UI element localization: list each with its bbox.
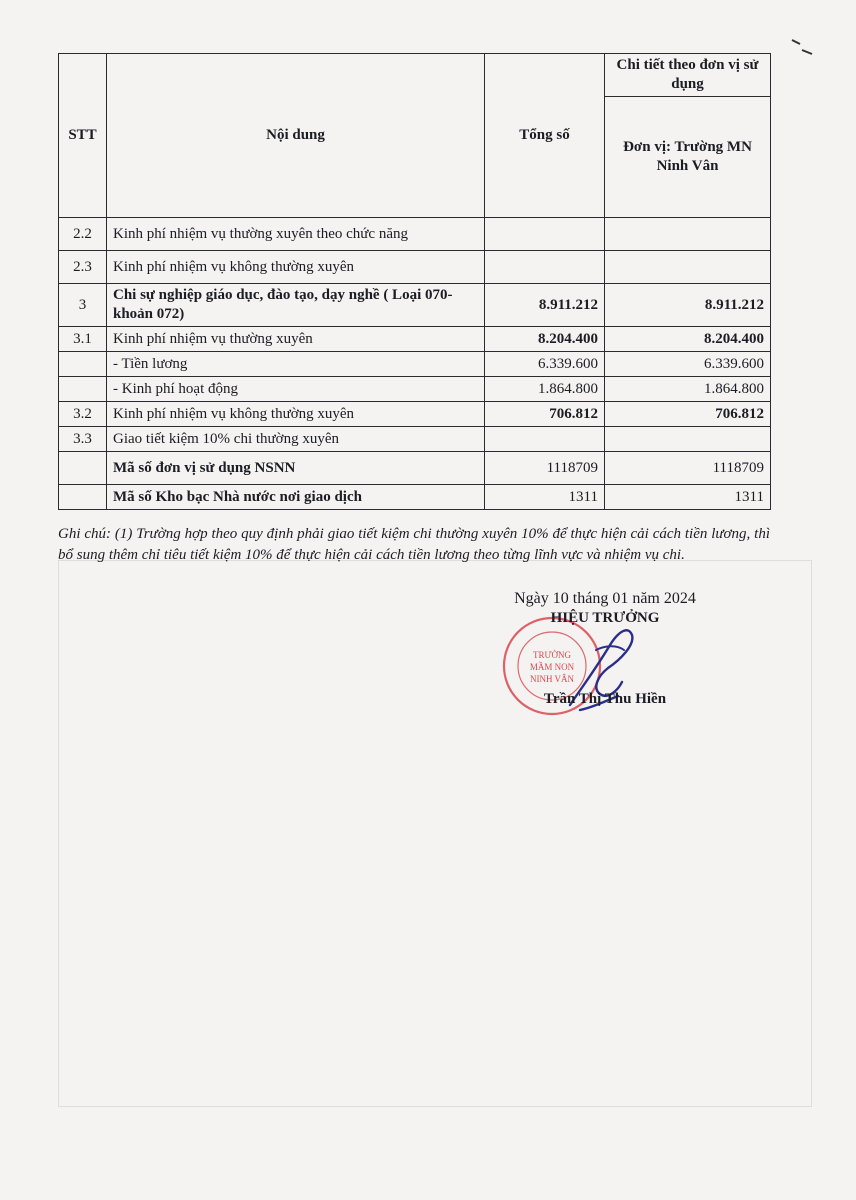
sign-date: Ngày 10 tháng 01 năm 2024	[514, 590, 696, 607]
signature-block	[470, 590, 740, 708]
row-total	[485, 427, 605, 452]
row-unit	[605, 251, 771, 284]
row-stt: 3.3	[59, 427, 107, 452]
table-row	[59, 402, 771, 427]
header-detail-group: Chi tiết theo đơn vị sử dụng	[605, 54, 771, 97]
sign-name: Trần Thị Thu Hiền	[543, 691, 667, 707]
row-content: Mã số Kho bạc Nhà nước nơi giao dịch	[107, 485, 485, 510]
table-row	[59, 251, 771, 284]
row-content: Kinh phí nhiệm vụ thường xuyên	[107, 327, 485, 352]
row-content: Giao tiết kiệm 10% chi thường xuyên	[107, 427, 485, 452]
corner-mark-icon	[790, 36, 820, 60]
row-stt	[59, 485, 107, 510]
row-stt	[59, 352, 107, 377]
table-row	[59, 327, 771, 352]
row-total: 1311	[485, 485, 605, 510]
row-unit: 1311	[605, 485, 771, 510]
row-stt: 2.2	[59, 218, 107, 251]
row-total: 1.864.800	[485, 377, 605, 402]
row-content: Chi sự nghiệp giáo dục, đào tạo, dạy nghề ( Loại 070-khoản 072)	[107, 284, 485, 327]
row-stt	[59, 452, 107, 485]
row-total: 706.812	[485, 402, 605, 427]
row-stt: 3.2	[59, 402, 107, 427]
row-content: - Kinh phí hoạt động	[107, 377, 485, 402]
table-row	[59, 427, 771, 452]
row-content: Mã số đơn vị sử dụng NSNN	[107, 452, 485, 485]
svg-text:NINH VÂN: NINH VÂN	[529, 674, 575, 684]
svg-text:TRƯỜNG: TRƯỜNG	[533, 650, 571, 660]
row-total: 1118709	[485, 452, 605, 485]
row-total: 8.204.400	[485, 327, 605, 352]
row-total	[485, 251, 605, 284]
table-row	[59, 452, 771, 485]
row-content: Kinh phí nhiệm vụ thường xuyên theo chức năng	[107, 218, 485, 251]
row-stt	[59, 377, 107, 402]
row-unit: 6.339.600	[605, 352, 771, 377]
row-unit: 8.204.400	[605, 327, 771, 352]
row-total: 6.339.600	[485, 352, 605, 377]
row-total: 8.911.212	[485, 284, 605, 327]
table-row	[59, 377, 771, 402]
footnote: Ghi chú: (1) Trường hợp theo quy định phải giao tiết kiệm chi thường xuyên 10% để thực hiện cải cách tiền lương, thì bổ sung thêm chỉ tiêu tiết kiệm 10% để thực hiện cải cách tiền lương theo từng lĩnh vực và nhiệm vụ chi.	[58, 526, 770, 563]
header-stt: STT	[59, 54, 107, 218]
row-content: - Tiền lương	[107, 352, 485, 377]
row-stt: 3.1	[59, 327, 107, 352]
header-unit: Đơn vị: Trường MN Ninh Vân	[605, 97, 771, 218]
row-content: Kinh phí nhiệm vụ không thường xuyên	[107, 402, 485, 427]
table-row	[59, 485, 771, 510]
row-unit: 8.911.212	[605, 284, 771, 327]
row-stt: 2.3	[59, 251, 107, 284]
table-row	[59, 352, 771, 377]
table-row	[59, 218, 771, 251]
row-unit	[605, 218, 771, 251]
row-unit: 1118709	[605, 452, 771, 485]
row-total	[485, 218, 605, 251]
budget-table	[58, 53, 771, 510]
row-unit: 706.812	[605, 402, 771, 427]
row-content: Kinh phí nhiệm vụ không thường xuyên	[107, 251, 485, 284]
table-row	[59, 284, 771, 327]
row-unit: 1.864.800	[605, 377, 771, 402]
row-stt: 3	[59, 284, 107, 327]
sign-role: HIỆU TRƯỞNG	[550, 610, 660, 626]
header-content: Nội dung	[107, 54, 485, 218]
header-total: Tổng số	[485, 54, 605, 218]
svg-text:MẦM NON: MẦM NON	[529, 662, 575, 672]
row-unit	[605, 427, 771, 452]
